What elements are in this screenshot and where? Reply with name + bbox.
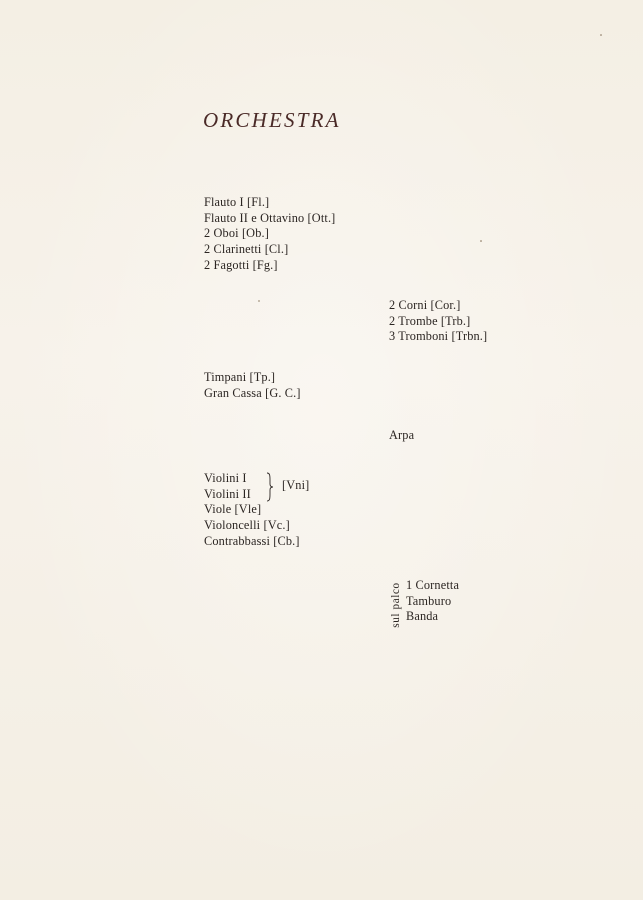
- stage-band-label: [389, 576, 403, 634]
- woodwinds-list: [204, 195, 335, 274]
- instrument-line: Arpa: [389, 428, 415, 442]
- instrument-line: Violini II: [204, 486, 251, 501]
- curly-brace-icon: [265, 472, 275, 502]
- page-title: ORCHESTRA: [203, 108, 341, 132]
- instrument-line: 2 Trombe [Trb.]: [389, 313, 471, 328]
- harp-entry: [389, 428, 414, 444]
- strings-list: [204, 471, 310, 550]
- instrument-line: Violini I: [204, 471, 247, 485]
- percussion-list: [204, 370, 301, 401]
- instrument-line: 3 Tromboni [Trbn.]: [389, 329, 488, 344]
- instrument-line: Gran Cassa [G. C.]: [204, 385, 301, 400]
- instrument-line: Banda: [406, 609, 439, 624]
- instrument-line: 1 Cornetta: [406, 578, 460, 592]
- instrument-line: Violoncelli [Vc.]: [204, 518, 290, 533]
- paper-speck: [258, 300, 260, 302]
- brass-list: [389, 298, 487, 345]
- stage-band-list: [406, 578, 459, 625]
- paper-speck: [600, 34, 602, 36]
- paper-speck: [480, 240, 482, 242]
- instrument-line: Contrabbassi [Cb.]: [204, 533, 300, 548]
- instrument-line: Timpani [Tp.]: [204, 370, 276, 384]
- violins-group: [204, 471, 310, 502]
- instrument-line: 2 Oboi [Ob.]: [204, 226, 269, 241]
- violins-abbreviation: [Vni]: [282, 478, 310, 492]
- stage-band-label-text: sul palco: [390, 582, 402, 628]
- instrument-line: 2 Fagotti [Fg.]: [204, 257, 278, 272]
- instrument-line: 2 Corni [Cor.]: [389, 298, 461, 312]
- instrument-line: 2 Clarinetti [Cl.]: [204, 242, 289, 257]
- instrument-line: Flauto II e Ottavino [Ott.]: [204, 210, 336, 225]
- instrument-line: Tamburo: [406, 593, 452, 608]
- instrument-line: Viole [Vle]: [204, 502, 262, 517]
- instrument-line: Flauto I [Fl.]: [204, 195, 270, 209]
